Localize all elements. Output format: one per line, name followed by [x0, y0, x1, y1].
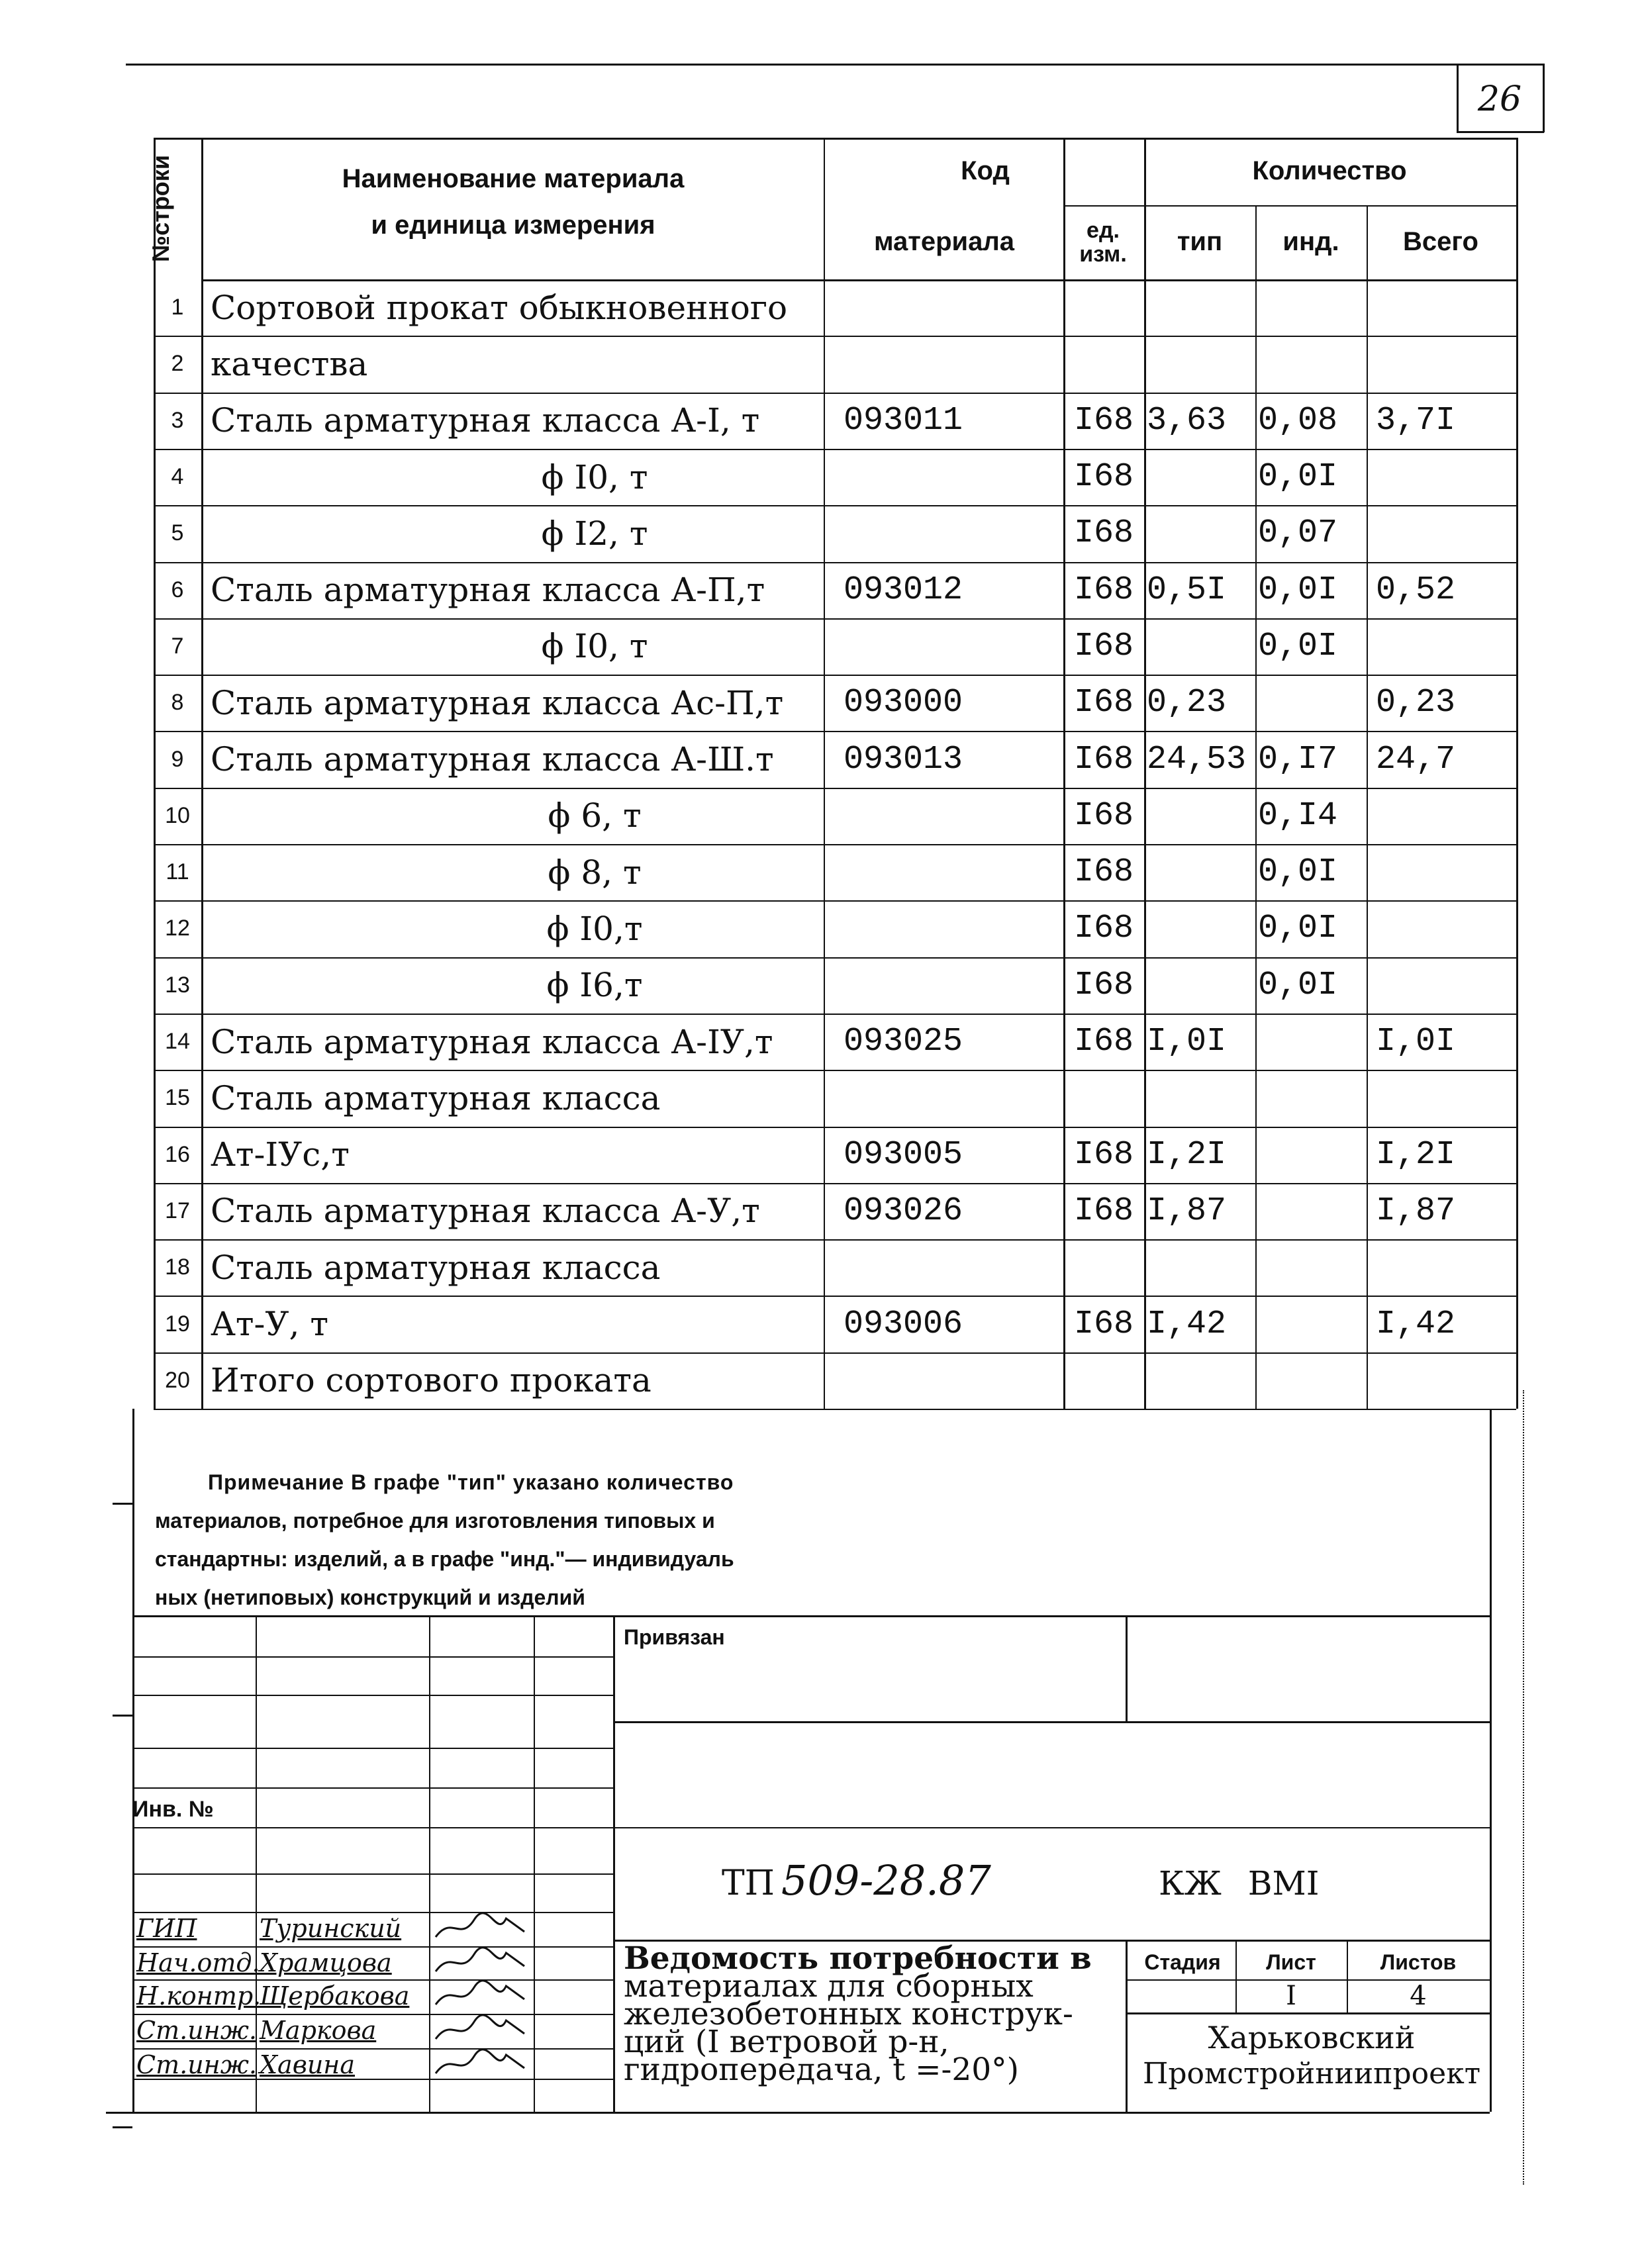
- stage-value: [1130, 1979, 1235, 2012]
- row-number: 1: [171, 295, 184, 320]
- unit-code: I68: [1073, 1135, 1134, 1174]
- signer-name: Маркова: [260, 2016, 377, 2045]
- signer-role: Нач.отд.: [136, 1948, 260, 1977]
- row-number: 13: [165, 972, 190, 998]
- qty-total: [1376, 1070, 1516, 1126]
- handwritten-signature: [433, 1946, 531, 1979]
- material-code: 093012: [844, 571, 963, 609]
- qty-total: [1376, 505, 1516, 561]
- unit-code: [1063, 1352, 1144, 1409]
- qty-ind: 0,07: [1258, 514, 1338, 553]
- margin-tick: [113, 1503, 132, 1505]
- material-name: Сталь арматурная класса: [211, 1078, 661, 1117]
- row-number: 4: [171, 464, 184, 490]
- margin-dotted-line: [1523, 1390, 1524, 2185]
- signer-role: Н.контр.: [136, 1981, 262, 2010]
- signer-role: Ст.инж.: [136, 2016, 257, 2045]
- grid-line: [1367, 205, 1368, 1409]
- qty-ind: [1258, 1127, 1367, 1183]
- material-name: Ат-IУс,т: [211, 1135, 350, 1174]
- page-number: 26: [1477, 79, 1522, 119]
- row-number: 15: [165, 1085, 190, 1111]
- row-number: 17: [165, 1198, 190, 1223]
- qty-ind: 0,I7: [1258, 740, 1338, 779]
- qty-type: 0,23: [1147, 684, 1227, 722]
- title-line-2: материалах для сборных: [624, 1968, 1034, 2005]
- qty-total: [1376, 449, 1516, 505]
- unit-code: I68: [1073, 514, 1134, 553]
- material-name: Итого сортового проката: [211, 1361, 652, 1400]
- material-name: ϕ I0,т: [546, 909, 643, 948]
- material-name: Ат-У, т: [211, 1305, 329, 1344]
- qty-ind: 0,0I: [1258, 571, 1338, 609]
- grid-line: [132, 1787, 613, 1789]
- unit-code: I68: [1073, 401, 1134, 440]
- unit-code: I68: [1073, 684, 1134, 722]
- signer-name: Храмцова: [260, 1948, 392, 1977]
- unit-code: I68: [1073, 627, 1134, 665]
- material-code: [844, 505, 1063, 561]
- grid-line: [132, 1873, 613, 1875]
- unit-code: I68: [1073, 796, 1134, 835]
- qty-type: I,87: [1147, 1192, 1227, 1230]
- material-code: [844, 844, 1063, 900]
- grid-line: [824, 138, 825, 205]
- handwritten-signature: [433, 1912, 531, 1945]
- code-header: Код: [961, 156, 1010, 185]
- material-code: 093026: [844, 1192, 963, 1230]
- material-code: 093013: [844, 740, 963, 779]
- privyazan-label: Привязан: [624, 1625, 725, 1649]
- qty-total: 24,7: [1376, 740, 1456, 779]
- material-code: [844, 1239, 1063, 1296]
- handwritten-signature: [433, 2048, 531, 2081]
- qty-type: [1147, 788, 1255, 844]
- grid-line: [154, 138, 1516, 140]
- page-number-divider: [1457, 64, 1459, 132]
- grid-line: [1144, 138, 1146, 1409]
- sheets-value: 4: [1410, 1981, 1427, 2011]
- qty-type: [1147, 505, 1255, 561]
- grid-line: [534, 1615, 535, 2112]
- stage-label: Стадия: [1144, 1950, 1221, 1974]
- document-title: [624, 1940, 1127, 2088]
- material-name: Сталь арматурная класса Ас-П,т: [211, 683, 784, 722]
- material-code: [844, 1352, 1063, 1409]
- unit-code: I68: [1073, 458, 1134, 496]
- qty-total: [1376, 279, 1516, 336]
- row-number: 16: [165, 1141, 190, 1167]
- margin-tick: [113, 2126, 132, 2128]
- grid-line: [613, 1615, 615, 2112]
- grid-line: [1126, 2012, 1490, 2014]
- material-name: Сортовой прокат обыкновенного: [211, 288, 788, 327]
- qty-ind: 0,0I: [1258, 458, 1338, 496]
- row-number: 6: [171, 577, 184, 602]
- note-line-1: Примечание В графе "тип" указано количество: [208, 1470, 734, 1494]
- row-number: 19: [165, 1311, 190, 1337]
- doc-code-number: 509-28.87: [781, 1856, 991, 1905]
- page-number-right-border: [1543, 64, 1545, 132]
- grid-line: [132, 1748, 613, 1749]
- material-name: качества: [211, 344, 368, 383]
- organisation-line-1: Харьковский: [1208, 2020, 1416, 2055]
- doc-code-prefix: ТП: [722, 1864, 775, 1903]
- signer-name: Хавина: [260, 2050, 355, 2079]
- note-block: [155, 1463, 1413, 1617]
- qty-ind: [1258, 1014, 1367, 1070]
- quantity-header: Количество: [1252, 156, 1407, 185]
- grid-line: [1516, 138, 1518, 1409]
- qty-ind: [1258, 1183, 1367, 1239]
- sheet-value: I: [1286, 1981, 1296, 2011]
- qty-ind: 0,0I: [1258, 627, 1338, 665]
- signer-name: Туринский: [260, 1914, 402, 1943]
- material-code: [844, 1070, 1063, 1126]
- qty-total: [1376, 844, 1516, 900]
- qty-type: [1147, 618, 1255, 675]
- qty-ind: [1258, 1239, 1367, 1296]
- name-header-line1: Наименование материала: [342, 164, 685, 193]
- title-line-3: железобетонных конструк-: [624, 1996, 1073, 2032]
- qty-total: 3,7I: [1376, 401, 1456, 440]
- signer-role: ГИП: [136, 1914, 197, 1943]
- unit-code: I68: [1073, 853, 1134, 892]
- row-number: 10: [165, 802, 190, 828]
- qty-total: I,42: [1376, 1305, 1456, 1343]
- qty-type: 0,5I: [1147, 571, 1227, 609]
- grid-line: [132, 1656, 613, 1658]
- row-number-header: №строки: [146, 155, 174, 262]
- grid-line: [429, 1615, 430, 2112]
- quantity-ind-header: инд.: [1282, 226, 1339, 256]
- grid-line: [1126, 1615, 1128, 1721]
- title-line-4: ций (I ветровой р-н,: [624, 2024, 949, 2060]
- qty-ind: 0,0I: [1258, 853, 1338, 892]
- note-line-2: материалов, потребное для изготовления типовых и: [155, 1509, 715, 1533]
- grid-line: [154, 1409, 1516, 1410]
- qty-total: [1376, 618, 1516, 675]
- unit-code: I68: [1073, 571, 1134, 609]
- qty-type: [1147, 900, 1255, 957]
- unit-code: I68: [1073, 1023, 1134, 1061]
- sheets-label: Листов: [1380, 1950, 1457, 1974]
- code-unit-header: ед. изм.: [1079, 218, 1127, 267]
- grid-line: [1063, 205, 1516, 207]
- qty-total: [1376, 336, 1516, 392]
- grid-line: [613, 1721, 1490, 1723]
- row-number-header-cell: [146, 139, 201, 278]
- qty-type: [1147, 279, 1255, 336]
- qty-total: I,0I: [1376, 1023, 1456, 1061]
- qty-type: [1147, 449, 1255, 505]
- qty-ind: [1258, 1070, 1367, 1126]
- qty-type: [1147, 1239, 1255, 1296]
- qty-total: 0,52: [1376, 571, 1456, 609]
- qty-total: [1376, 1239, 1516, 1296]
- row-number: 12: [165, 916, 190, 941]
- grid-line: [201, 138, 203, 1409]
- row-number: 14: [165, 1029, 190, 1055]
- material-code: 093011: [844, 401, 963, 440]
- doc-code-suffix: КЖ ВМI: [1159, 1864, 1320, 1903]
- material-code: [844, 336, 1063, 392]
- material-code: 093025: [844, 1023, 963, 1061]
- qty-ind: [1258, 1352, 1367, 1409]
- sheet-label: Лист: [1266, 1950, 1316, 1974]
- qty-ind: 0,I4: [1258, 796, 1338, 835]
- row-number: 9: [171, 746, 184, 772]
- material-name: ϕ 6, т: [548, 796, 642, 835]
- qty-type: 24,53: [1147, 740, 1247, 779]
- material-name: Сталь арматурная класса А-I, т: [211, 401, 760, 440]
- title-line-1: Ведомость потребности в: [624, 1940, 1092, 1977]
- row-number: 8: [171, 690, 184, 716]
- organisation-line-2: Промстройниипроект: [1142, 2056, 1481, 2091]
- top-border: [126, 64, 1543, 66]
- material-name: Сталь арматурная класса А-У,т: [211, 1192, 760, 1231]
- unit-code: I68: [1073, 1305, 1134, 1343]
- qty-type: 3,63: [1147, 401, 1227, 440]
- qty-total: [1376, 788, 1516, 844]
- qty-total: I,2I: [1376, 1135, 1456, 1174]
- row-number: 11: [166, 859, 189, 885]
- note-line-4: ных (нетиповых) конструкций и изделий: [155, 1585, 585, 1609]
- qty-type: [1147, 957, 1255, 1014]
- row-number: 7: [171, 633, 184, 659]
- material-name: Сталь арматурная класса А-IУ,т: [211, 1022, 773, 1061]
- grid-line: [1255, 205, 1257, 1409]
- code-material-header: материала: [873, 226, 1015, 256]
- unit-code: [1063, 1239, 1144, 1296]
- material-name: ϕ 8, т: [548, 853, 642, 892]
- unit-code: [1063, 336, 1144, 392]
- name-header-line2: и единица измерения: [371, 210, 655, 240]
- qty-type: I,2I: [1147, 1135, 1227, 1174]
- qty-ind: [1258, 1296, 1367, 1352]
- row-number: 18: [165, 1254, 190, 1280]
- material-code: 093005: [844, 1135, 963, 1174]
- qty-ind: [1258, 675, 1367, 731]
- material-name: Сталь арматурная класса А-Ш.т: [211, 740, 774, 779]
- qty-ind: 0,08: [1258, 401, 1338, 440]
- quantity-type-header: тип: [1177, 226, 1223, 256]
- qty-total: 0,23: [1376, 684, 1456, 722]
- grid-line: [132, 1615, 1490, 1617]
- signer-role: Ст.инж.: [136, 2050, 257, 2079]
- grid-line: [1490, 1409, 1492, 2112]
- qty-total: [1376, 957, 1516, 1014]
- page-number-bottom-border: [1457, 131, 1544, 133]
- row-number: 20: [165, 1367, 190, 1393]
- handwritten-signature: [433, 1979, 531, 2012]
- grid-line: [132, 1827, 613, 1828]
- material-name: ϕ I2, т: [541, 514, 648, 553]
- inventory-number-label: Инв. №: [132, 1796, 214, 1822]
- qty-type: [1147, 336, 1255, 392]
- qty-type: [1147, 844, 1255, 900]
- unit-code: I68: [1073, 966, 1134, 1004]
- material-code: [844, 957, 1063, 1014]
- material-code: 093006: [844, 1305, 963, 1343]
- qty-ind: [1258, 279, 1367, 336]
- row-number: 5: [171, 520, 184, 546]
- unit-code: I68: [1073, 910, 1134, 948]
- grid-line: [132, 1695, 613, 1696]
- unit-code: [1063, 1070, 1144, 1126]
- material-name: Сталь арматурная класса: [211, 1248, 661, 1287]
- qty-ind: [1258, 336, 1367, 392]
- material-code: [844, 900, 1063, 957]
- material-name: ϕ I6,т: [546, 966, 643, 1005]
- material-name: ϕ I0, т: [541, 457, 648, 496]
- material-code: 093000: [844, 684, 963, 722]
- qty-type: [1147, 1352, 1255, 1409]
- material-code: [844, 449, 1063, 505]
- qty-total: [1376, 1352, 1516, 1409]
- qty-total: [1376, 900, 1516, 957]
- qty-type: I,0I: [1147, 1023, 1227, 1061]
- material-code: [844, 618, 1063, 675]
- quantity-total-header: Всего: [1403, 226, 1478, 256]
- signer-name: Щербакова: [260, 1981, 410, 2010]
- qty-ind: 0,0I: [1258, 910, 1338, 948]
- grid-line: [613, 1827, 1490, 1828]
- material-name: ϕ I0, т: [541, 627, 648, 666]
- grid-line: [132, 1409, 134, 2112]
- row-number: 2: [171, 351, 184, 377]
- unit-code: I68: [1073, 1192, 1134, 1230]
- grid-line: [106, 2112, 1490, 2114]
- unit-code: I68: [1073, 740, 1134, 779]
- qty-total: I,87: [1376, 1192, 1456, 1230]
- material-code: [844, 788, 1063, 844]
- qty-ind: 0,0I: [1258, 966, 1338, 1004]
- note-line-3: стандартны: изделий, а в графе "инд."— индивидуаль: [155, 1547, 734, 1571]
- qty-type: I,42: [1147, 1305, 1227, 1343]
- row-number: 3: [171, 407, 184, 433]
- handwritten-signature: [433, 2014, 531, 2047]
- unit-code: [1063, 279, 1144, 336]
- qty-type: [1147, 1070, 1255, 1126]
- material-name: Сталь арматурная класса А-П,т: [211, 571, 765, 610]
- material-code: [844, 279, 1063, 336]
- margin-tick: [113, 1715, 132, 1717]
- title-line-5: гидропередача, t =-20°): [624, 2052, 1019, 2088]
